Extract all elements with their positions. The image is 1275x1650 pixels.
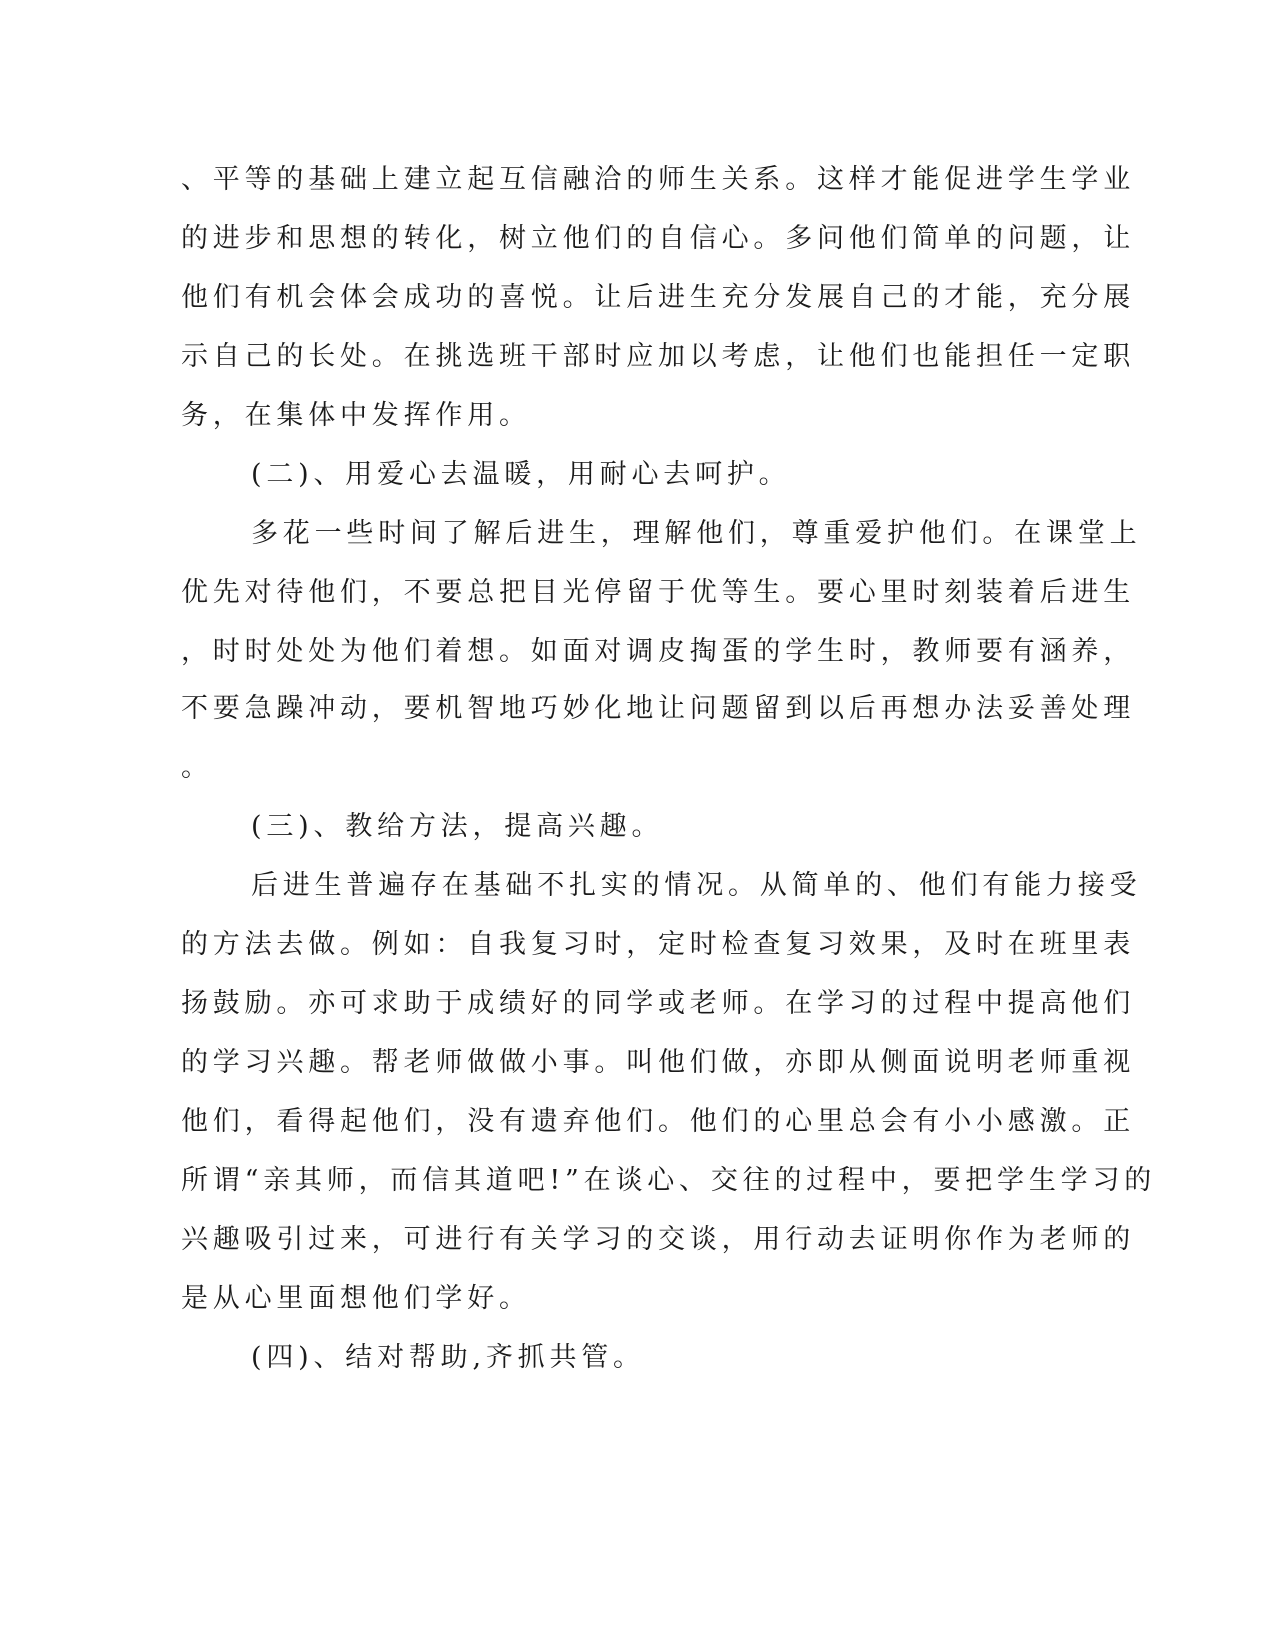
text-line: 后进生普遍存在基础不扎实的情况。从简单的、他们有能力接受 [251, 870, 1142, 901]
text-line: 多花一些时间了解后进生，理解他们，尊重爱护他们。在课堂上 [251, 518, 1142, 549]
section-heading-4: (四)、结对帮助,齐抓共管。 [251, 1342, 645, 1373]
text-line: 的学习兴趣。帮老师做做小事。叫他们做，亦即从侧面说明老师重视 [181, 1047, 1135, 1078]
text-line: 所谓“亲其师，而信其道吧!”在谈心、交往的过程中，要把学生学习的 [181, 1165, 1157, 1196]
text-line: 的进步和思想的转化，树立他们的自信心。多问他们简单的问题，让 [181, 223, 1135, 254]
text-line: 务，在集体中发挥作用。 [181, 400, 531, 431]
text-line: 优先对待他们，不要总把目光停留于优等生。要心里时刻装着后进生 [181, 577, 1135, 608]
text-line: 他们，看得起他们，没有遗弃他们。他们的心里总会有小小感激。正 [181, 1106, 1135, 1137]
text-line: 扬鼓励。亦可求助于成绩好的同学或老师。在学习的过程中提高他们 [181, 988, 1135, 1019]
section-heading-3: (三)、教给方法，提高兴趣。 [251, 811, 664, 842]
text-line: 他们有机会体会成功的喜悦。让后进生充分发展自己的才能，充分展 [181, 282, 1135, 313]
text-line: 的方法去做。例如：自我复习时，定时检查复习效果，及时在班里表 [181, 929, 1135, 960]
text-line: 、平等的基础上建立起互信融洽的师生关系。这样才能促进学生学业 [181, 164, 1135, 195]
text-line: 不要急躁冲动，要机智地巧妙化地让问题留到以后再想办法妥善处理 [181, 693, 1135, 724]
text-line: 兴趣吸引过来，可进行有关学习的交谈，用行动去证明你作为老师的 [181, 1224, 1135, 1255]
text-line: 。 [181, 752, 213, 783]
text-line: 是从心里面想他们学好。 [181, 1283, 531, 1314]
section-heading-2: (二)、用爱心去温暖，用耐心去呵护。 [251, 459, 791, 490]
text-line: 示自己的长处。在挑选班干部时应加以考虑，让他们也能担任一定职 [181, 341, 1135, 372]
text-line: ，时时处处为他们着想。如面对调皮掏蛋的学生时，教师要有涵养， [181, 636, 1135, 667]
